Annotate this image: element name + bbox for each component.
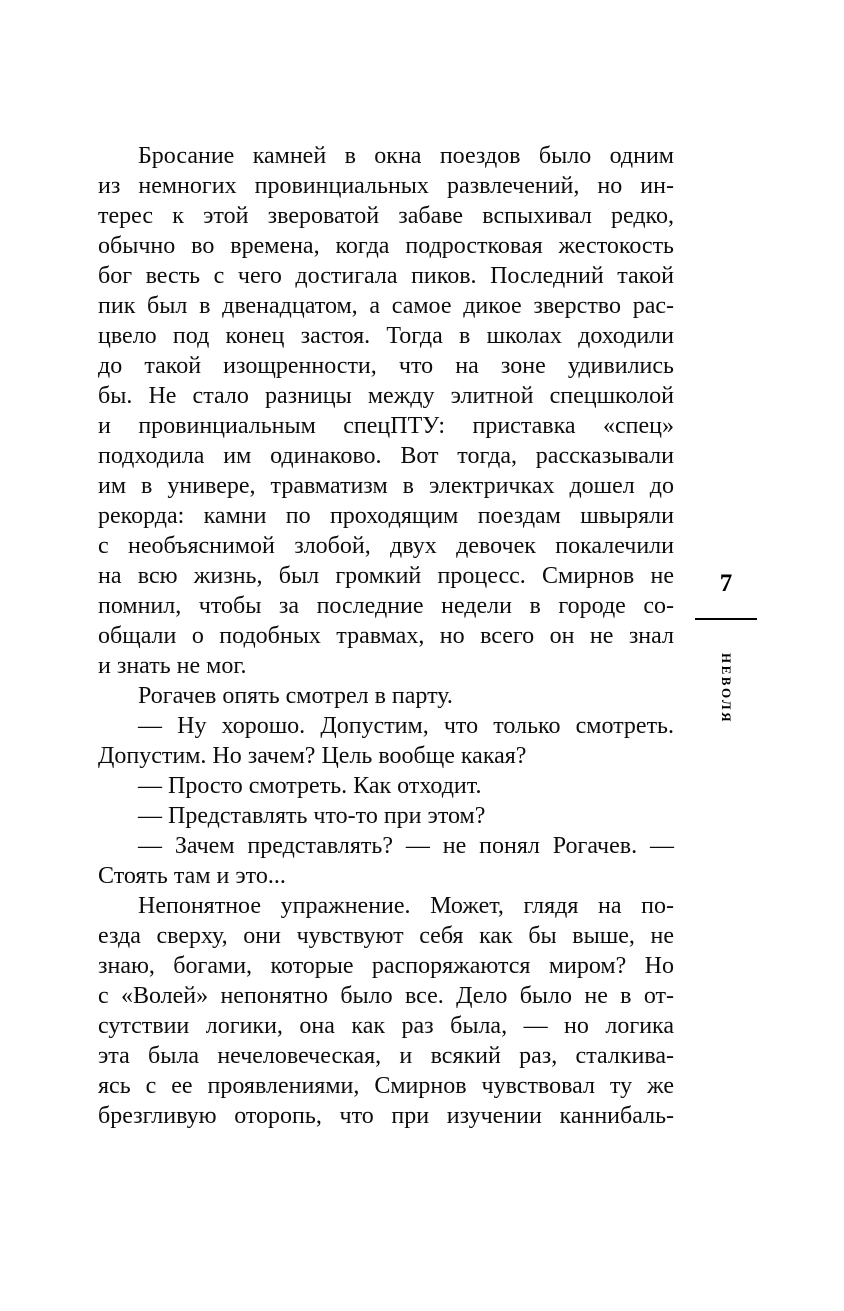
text-line: цвело под конец застоя. Тогда в школах доходили: [98, 323, 674, 349]
text-line: — Просто смотреть. Как отходит.: [138, 773, 482, 799]
text-line: с необъяснимой злобой, двух девочек покалечили: [98, 533, 674, 559]
text-line: общали о подобных травмах, но всего он не знал: [98, 623, 674, 649]
text-line: из немногих провинциальных развлечений, но ин-: [98, 173, 674, 199]
text-line: Стоять там и это...: [98, 863, 286, 889]
text-line: терес к этой звероватой забаве вспыхивал редко,: [98, 203, 674, 229]
page-text: [98, 141, 674, 1131]
text-line: бы. Не стало разницы между элитной спецшколой: [98, 383, 674, 409]
text-line: знаю, богами, которые распоряжаются миром? Но: [98, 953, 674, 979]
text-line: езда сверху, они чувствуют себя как бы выше, не: [98, 923, 674, 949]
text-line: Допустим. Но зачем? Цель вообще какая?: [98, 743, 527, 769]
text-line: им в универе, травматизм в электричках дошел до: [98, 473, 674, 499]
text-line: Непонятное упражнение. Может, глядя на по-: [138, 893, 674, 919]
text-line: брезгливую оторопь, что при изучении каннибаль-: [98, 1103, 674, 1129]
text-line: Бросание камней в окна поездов было одним: [138, 143, 674, 169]
text-line: бог весть с чего достигала пиков. Последний такой: [98, 263, 674, 289]
page-number: 7: [719, 570, 733, 597]
folio-rule: [695, 618, 757, 620]
text-line: сутствии логики, она как раз была, — но логика: [98, 1013, 674, 1039]
text-line: и провинциальным спецПТУ: приставка «спец»: [98, 413, 674, 439]
text-line: на всю жизнь, был громкий процесс. Смирнов не: [98, 563, 674, 589]
text-line: и знать не мог.: [98, 653, 247, 679]
text-line: подходила им одинаково. Вот тогда, рассказывали: [98, 443, 674, 469]
text-line: до такой изощренности, что на зоне удивились: [98, 353, 674, 379]
text-line: — Зачем представлять? — не понял Рогачев. —: [138, 833, 674, 859]
text-line: Рогачев опять смотрел в парту.: [138, 683, 453, 709]
text-line: — Представлять что-то при этом?: [138, 803, 486, 829]
text-line: — Ну хорошо. Допустим, что только смотреть.: [138, 713, 674, 739]
text-line: обычно во времена, когда подростковая жестокость: [98, 233, 674, 259]
text-line: пик был в двенадцатом, а самое дикое зверство рас-: [98, 293, 674, 319]
text-line: помнил, чтобы за последние недели в городе со-: [98, 593, 674, 619]
spine-title: НЕВОЛЯ: [719, 653, 734, 724]
text-line: рекорда: камни по проходящим поездам швыряли: [98, 503, 674, 529]
text-line: ясь с ее проявлениями, Смирнов чувствовал ту же: [98, 1073, 674, 1099]
text-line: эта была нечеловеческая, и всякий раз, сталкива-: [98, 1043, 674, 1069]
text-line: с «Волей» непонятно было все. Дело было не в от-: [98, 983, 674, 1009]
